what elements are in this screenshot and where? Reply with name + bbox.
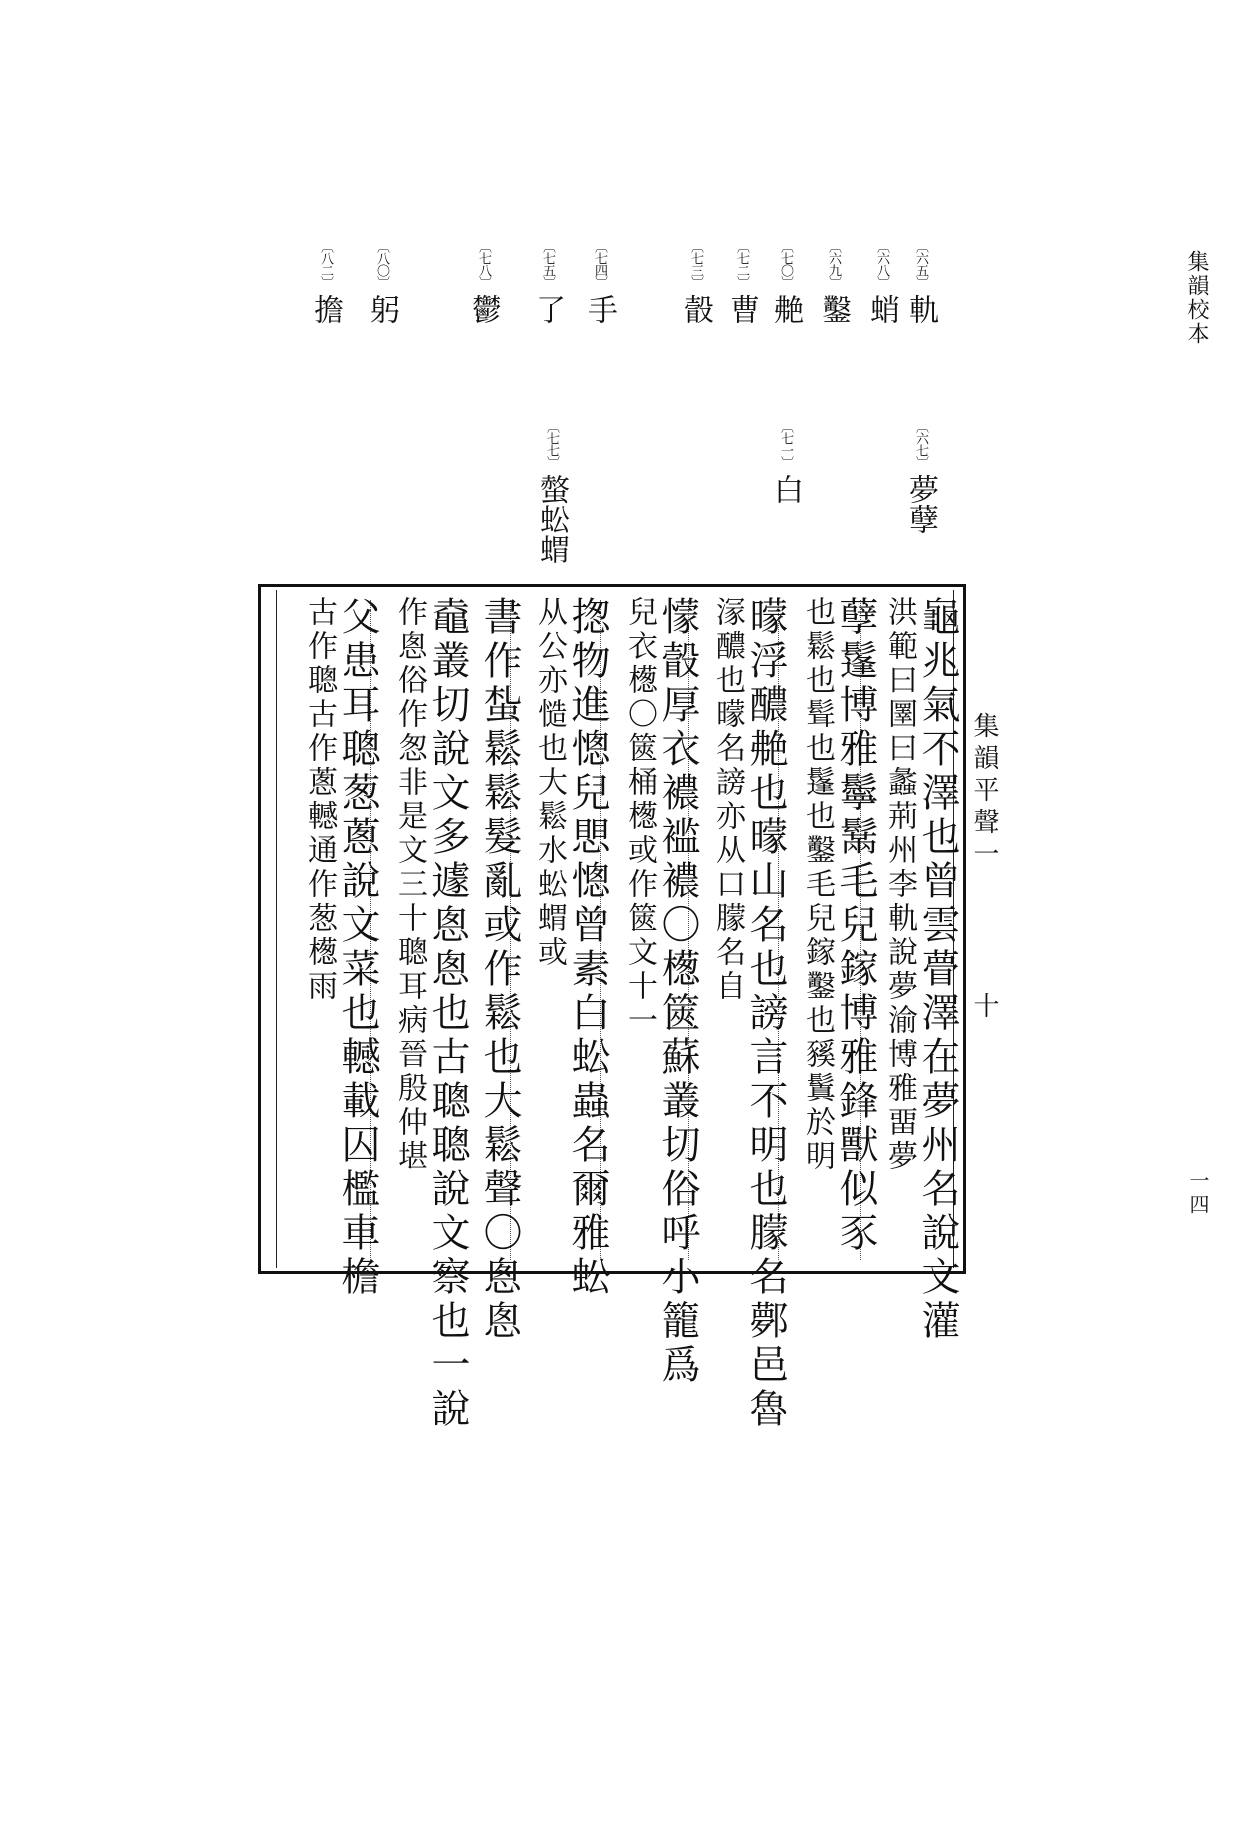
text-column: 洪範曰圛曰蠡荊州李軌說夢渝博雅畱夢 bbox=[882, 596, 917, 1174]
collation-note: 〔七七〕螫蚣蝟 bbox=[534, 420, 569, 564]
collation-note: 〔七二〕曹 bbox=[724, 240, 759, 324]
edition-marker: 集韻平聲一十 bbox=[969, 712, 999, 1024]
text-column: 孽鬔博雅鬡鬗毛兒鎵博雅鋒獸似豕 bbox=[833, 596, 878, 1256]
text-column: 書作蚻鬆鬆髮亂或作鬆也大鬆聲〇悤悤 bbox=[477, 596, 522, 1344]
text-column: 鼀叢切說文多遽悤悤也古聰聰說文察也一說 bbox=[425, 596, 470, 1432]
frame-rule bbox=[276, 590, 277, 1268]
text-column: 溕醲也曚名謗亦从口朦名自 bbox=[710, 596, 745, 1004]
collation-note: 〔七一〕白 bbox=[768, 420, 803, 504]
collation-note: 〔七四〕手 bbox=[582, 240, 617, 324]
text-column: 懞瞉厚衣襛褴襛〇檧篋蘇叢切俗呼小籠爲 bbox=[655, 596, 700, 1388]
collation-note: 〔七〇〕艴 bbox=[768, 240, 803, 324]
text-column: 兒衣檧〇篋桶檧或作篋文十一 bbox=[622, 596, 657, 1038]
page-number: 一四 bbox=[1186, 1170, 1210, 1218]
collation-note: 〔八二〕擔 bbox=[308, 240, 343, 324]
text-column: 曚浮醲艴也曚山名也謗言不明也朦名鄸邑魯 bbox=[743, 596, 788, 1432]
collation-note: 〔六九〕鑿 bbox=[816, 240, 851, 324]
text-column: 古作聰古作蔥轗通作葱檧雨 bbox=[302, 596, 337, 1004]
collation-note: 〔七五〕了 bbox=[530, 240, 565, 324]
collation-note: 〔七八〕鬱 bbox=[466, 240, 501, 324]
collation-note: 〔七三〕瞉 bbox=[678, 240, 713, 324]
text-column: 龜兆氣不澤也曾雲瞢澤在夢州名說文灌 bbox=[915, 596, 960, 1344]
text-column: 揔物進憁兒愳憁曾素白蚣蟲名爾雅蚣 bbox=[565, 596, 610, 1300]
text-column: 也鬆也髶也鬔也鑿毛兒鎵鑿也豯鬒於明 bbox=[800, 596, 835, 1174]
text-column: 从公亦慥也大鬆水蚣蝟或 bbox=[532, 596, 567, 970]
collation-note: 〔八〇〕躬 bbox=[364, 240, 399, 324]
text-column: 作悤俗作怱非是文三十聰耳病晉殷仲堪 bbox=[392, 596, 427, 1174]
collation-note: 〔六五〕軌 bbox=[903, 240, 938, 324]
text-column: 父患耳聰葱蔥說文菜也轗載囚檻車檐 bbox=[335, 596, 380, 1300]
collation-note: 〔六七〕夢孽 bbox=[903, 420, 938, 534]
collation-note: 〔六八〕蛸 bbox=[864, 240, 899, 324]
running-head: 集韻校本 bbox=[1184, 250, 1209, 346]
